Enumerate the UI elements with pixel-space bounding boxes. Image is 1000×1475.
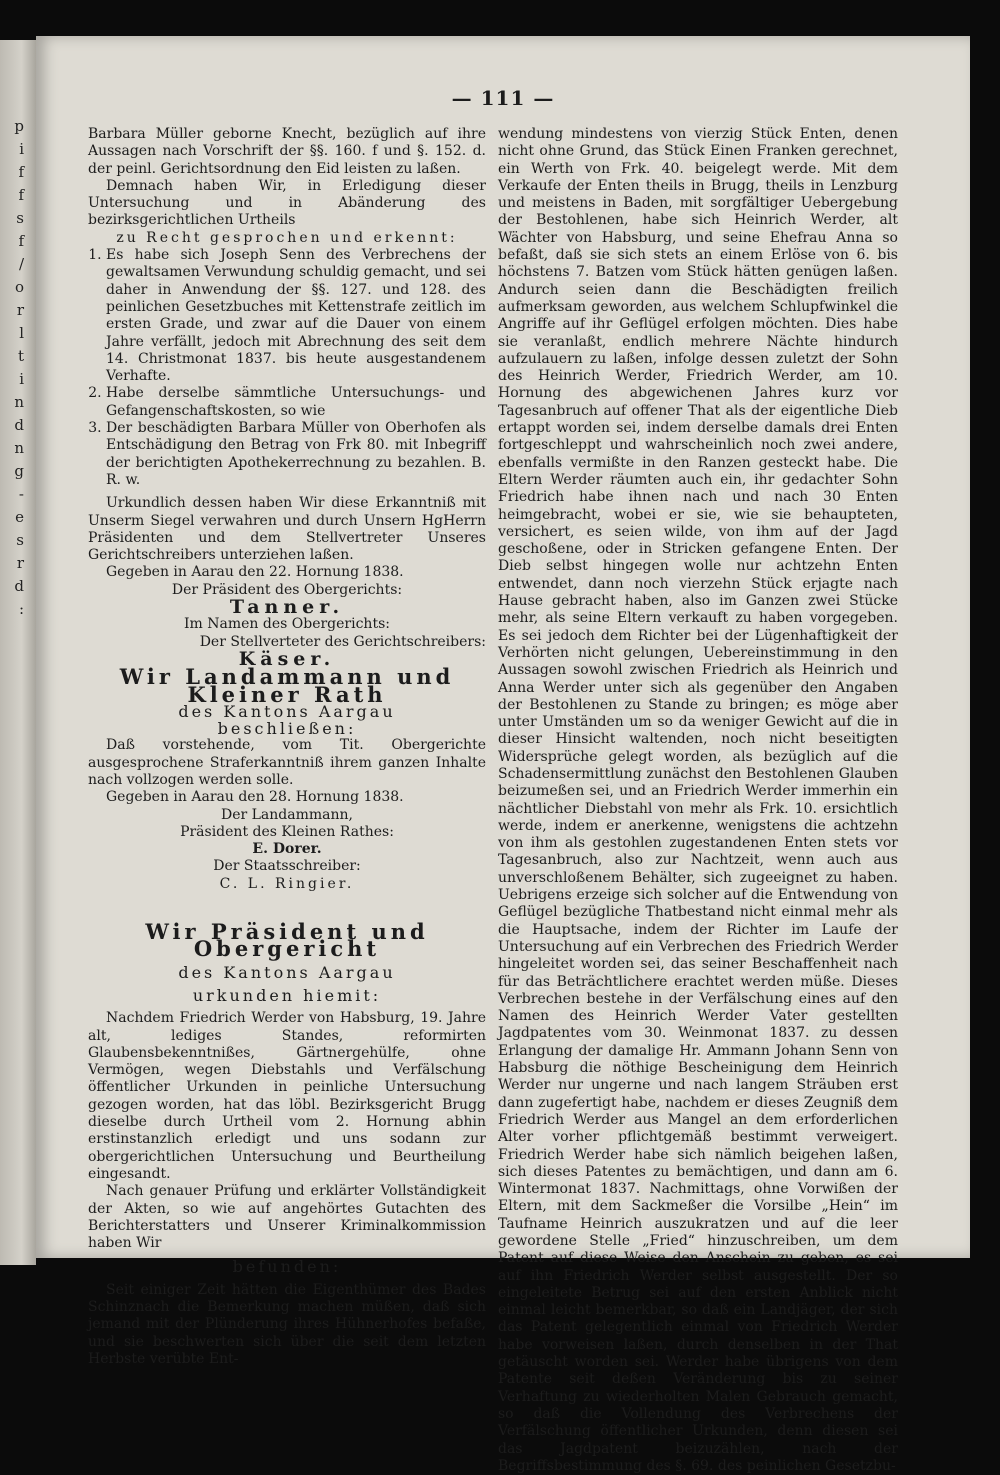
date-line-1: Gegeben in Aarau den 22. Hornung 1838. xyxy=(106,564,404,581)
dass-paragraph: Daß vorstehende, vom Tit. Obergerichte ausgesprochene Straferkanntniß ihrem ganzen Inhalte nach vollzogen werden solle. xyxy=(88,737,486,788)
urkundlich-paragraph: Urkundlich dessen haben Wir diese Erkanntniß mit Unserm Siegel verwahren und durch Unsern HgHerrn Präsidenten und dem Stellvertreter Unseres Gerichtschreibers unterziehen laßen. xyxy=(88,495,486,564)
verdict-item: 3. Der beschädigten Barbara Müller von Oberhofen als Entschädigung den Betrag von Frk 80. mit Inbegriff der berichtigten Apothekerrechnung zu bezahlen. B. R. w. xyxy=(106,420,486,489)
signature-kaeser: Käser. xyxy=(238,647,336,670)
urkunden-heading: urkunden hiemit: xyxy=(192,985,382,1005)
adjacent-page-edge xyxy=(0,40,36,1265)
signature-dorer: E. Dorer. xyxy=(252,841,322,858)
document-page xyxy=(36,36,970,1474)
signature-praesident-title: Der Präsident des Obergerichts: xyxy=(171,581,403,598)
praesident-rath-title: Präsident des Kleinen Rathes: xyxy=(180,823,394,840)
demnach-paragraph: Demnach haben Wir, in Erledigung dieser Untersuchung und in Abänderung des bezirksgerichtlichen Urtheils xyxy=(88,177,486,229)
signature-tanner: Tanner. xyxy=(229,596,345,619)
right-column-text: wendung mindestens von vierzig Stück Enten, denen nicht ohne Grund, das Stück Einen Franken gerechnet, ein Werth von Frk. 40. beigelegt werde. Mit dem Verkaufe der Enten theils in Brugg, theils in Lenzburg und meistens in Baden, mit sorgfältiger Uebergebung der Bestohlenen, habe sich Heinrich Werder, alt Wächter von Habsburg, und seine Ehefrau Anna so befaßt, daß sie sich stets an einem Erlöse von 6. bis höchstens 7. Batzen vom Stück hätten genügen laßen. Andurch seien dann die Beschädigten freilich aufmerksam geworden, aus welchem Schlupfwinkel die Angriffe auf ihr Geflügel erfolgen möchten. Dies habe sie veranlaßt, endlich mehrere Nächte hindurch aufzulauern zu laßen, infolge dessen zuletzt der Sohn des Heinrich Werder, Friedrich Werder, am 10. Hornung des abgewichenen Jahres kurz vor Tagesanbruch auf offener That als der eigentliche Dieb ertappt worden sei, indem derselbe damals drei Enten fortgeschleppt und wahrscheinlich noch zwei andere, ebenfalls vermißte in den Ranzen gesteckt habe. Die Eltern Werder räumten auch ein, ihr gedachter Sohn Friedrich habe ihnen nach und nach 30 Enten heimgebracht, wobei er sie, wie sie behaupteten, versichert, es seien wilde, von ihm auf der Jagd geschoßene, oder in Stricken gefangene Enten. Der Dieb selbst hingegen wolle nur achtzehn Enten entwendet, dann noch vierzehn Stück erjagte nach Hause gebracht haben, also im Ganzen zwei Stücke mehr, als seine Eltern verkauft zu haben vorgegeben. Es sei jedoch dem Richter bei der Lügenhaftigkeit der Verhörten nicht gelungen, Uebereinstimmung in den Aussagen sowohl zwischen Friedrich als Heinrich und Anna Werder unter sich als gegenüber den Angaben der Bestohlenen zu Stande zu bringen; es möge aber unter Umständen um so da weniger Gewicht auf die in dieser Hinsicht waltenden, noch nicht beseitigten Widersprüche gelegt worden, als bezüglich auf die Schadensermittlung zunächst den Bestohlenen Glauben beizumeßen sei, und an Friedrich Werder immerhin ein nächtlicher Diebstahl von mehr als Frk. 10. ersichtlich werde, indem er anerkenne, wenigstens die achtzehn von ihm als gestohlen zugestandenen Enten stets vor Tagesanbruch, also zur Nachtzeit, wenn auch aus unverschloßenem Behälter, sich zugeeignet zu haben. Uebrigens erzeige sich solcher auf die Entwendung von Geflügel bezügliche Thatbestand nicht einmal mehr als die Hauptsache, indem der Richter im Laufe der Untersuchung auf ein Verbrechen des Friedrich Werder hingeleitet worden sei, das seiner Beschaffenheit nach für das Beträchtlichere erachtet werden müße. Dieses Verbrechen bestehe in der Verfälschung eines auf den Namen des Heinrich Werder Vater gestellten Jagdpatentes vom 30. Weinmonat 1837. zu dessen Erlangung der damalige Hr. Ammann Johann Senn von Habsburg die nöthige Bescheinigung dem Heinrich Werder nur ungerne und nach langem Sträuben erst dann zugefertigt habe, nachdem er dieses Zeugniß dem Friedrich Werder aus Mangel an dem erforderlichen Alter vorher pflichtgemäß bestimmt verweigert. Friedrich Werder habe sich nämlich beigehen laßen, sich dieses Patentes zu bemächtigen, und dann am 6. Wintermonat 1837. Nachmittags, ohne Vorwißen der Eltern, mit dem Sackmeßer die Vorsilbe „Hein“ im Taufname Heinrich auszukratzen und auf die leer gewordene Stelle „Fried“ hinzuschreiben, um dem Patent auf diese Weise den Anschein zu geben, es sei auf ihn Friedrich Werder selbst ausgestellt. Der so eingeleitete Betrug sei auf den ersten Anblick nicht einmal leicht bemerkbar, so daß ein Landjäger, der sich das Patent gelegentlich einmal von Friedrich Werder habe vorweisen laßen, durch denselben in der That getäuscht worden sei. Werder habe übrigens von dem Patente seit deßen Veränderung bis zu seiner Verhaftung zu wiederholten Malen Gebrauch gemacht, so daß die Vollendung des Verbrechens der Verfälschung öffentlicher Urkunden, denn diesen sei das Jagdpatent beizuzählen, nach der Begriffsbestimmung des §. 69. des peinlichen Gesetzbu- xyxy=(498,126,898,1474)
befunden-heading: befunden: xyxy=(232,1257,342,1277)
verdict-item: 1. Es habe sich Joseph Senn des Verbrechens der gewaltsamen Verwundung schuldig gemacht, und sei daher in Anwendung der §§. 127. und 128. des peinlichen Gesetzbuches mit Kettenstrafe zeitlich im ersten Grade, und zwar auf die Dauer von einem Jahre verfällt, jedoch mit Abrechnung des seit dem 14. Christmonat 1837. bis heute ausgestandenem Verhafte. xyxy=(106,247,486,385)
nachdem-paragraph: Nachdem Friedrich Werder von Habsburg, 19. Jahre alt, lediges Standes, reformirten Glaubensbekenntnißes, Gärtnergehülfe, ohne Vermögen, wegen Diebstahls und Verfälschung öffentlicher Urkunden in peinliche Untersuchung gezogen worden, hat das löbl. Bezirksgericht Brugg dieselbe durch Urtheil vom 2. Hornung abhin erstinstanzlich erledigt und uns sodann zur obergerichtlichen Untersuchung und Beurtheilung eingesandt. xyxy=(88,1010,486,1182)
im-namen-line: Im Namen des Obergerichts: xyxy=(184,616,390,633)
verdict-item: 2. Habe derselbe sämmtliche Untersuchungs- und Gefangenschaftskosten, so wie xyxy=(106,385,486,420)
heading-praesident-obergericht: Wir Präsident und Obergericht xyxy=(145,919,429,962)
heading-kanton-aargau-2: des Kantons Aargau xyxy=(178,962,396,982)
landammann-title: Der Landammann, xyxy=(220,806,353,823)
staatsschreiber-title: Der Staatsschreiber: xyxy=(213,858,361,875)
verdict-list xyxy=(88,247,486,489)
adjacent-page-letters: p i f f s f / o r l t i n d n g - e s r d : xyxy=(14,117,24,618)
beschliessen-heading: beschließen: xyxy=(217,719,357,739)
heading-kanton-aargau-1: des Kantons Aargau xyxy=(178,701,396,721)
heading-landammann-rath: Wir Landammann und Kleiner Rath xyxy=(119,664,455,707)
signature-ringier: C. L. Ringier. xyxy=(219,875,355,892)
zu-recht-heading: zu Recht gesprochen und erkennt: xyxy=(116,229,458,246)
seit-paragraph: Seit einiger Zeit hätten die Eigenthümer des Bades Schinznach die Bemerkung machen müßen, daß sich jemand mit der Plünderung ihres Hühnerhofes befaße, und sie beschwerten sich über die seit dem letzten Herbste verübte Ent- xyxy=(88,1281,486,1367)
stellvertreter-title: Der Stellverteter des Gerichtschreibers: xyxy=(199,633,486,650)
nach-genauer-paragraph: Nach genauer Prüfung und erklärter Vollständigkeit der Akten, so wie auf angehörtes Gutachten des Berichterstatters und Unserer Kriminalkommission haben Wir xyxy=(88,1183,486,1252)
left-column xyxy=(88,126,486,1368)
page-number: — 111 — xyxy=(451,86,555,110)
date-line-2: Gegeben in Aarau den 28. Hornung 1838. xyxy=(106,789,404,806)
right-column xyxy=(498,126,898,1475)
intro-paragraph: Barbara Müller geborne Knecht, bezüglich auf ihre Aussagen nach Vorschrift der §§. 160. f und §. 152. d. der peinl. Gerichtsordnung den Eid leisten zu laßen. xyxy=(88,126,486,177)
